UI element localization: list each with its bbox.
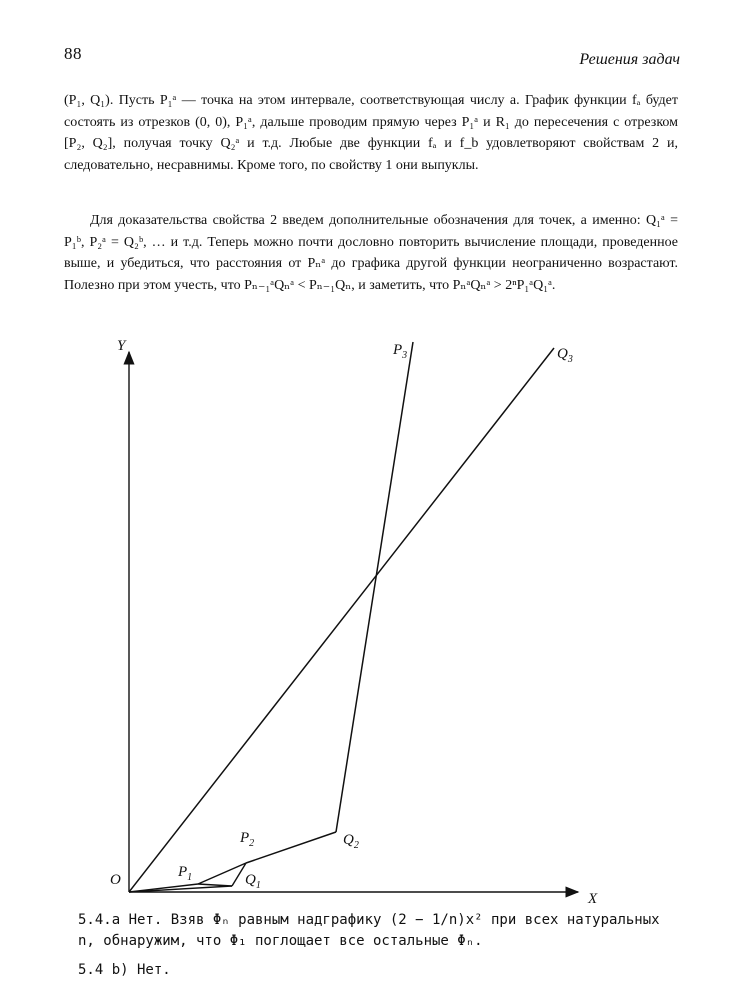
paragraph-2: Для доказательства свойства 2 введем дополнительные обозначения для точек, а именно: Q₁ᵃ = P₁ᵇ, P₂ᵃ = Q₂ᵇ, … и т.д. Теперь можно почти дословно повторить вычисление площади, проведенное выше, и убедиться, что расстояния от Pₙᵃ до графика другой функции неограниченно возрастают. Полезно при этом учесть, что Pₙ₋₁ᵃQₙᵃ < Pₙ₋₁Qₙ, и заметить, что PₙᵃQₙᵃ > 2ⁿP₁ᵃQ₁ᵃ. [64, 213, 678, 293]
polyline-o-q1 [129, 886, 232, 892]
label-x-axis: X [588, 891, 598, 907]
running-title: Решения задач [579, 51, 680, 68]
label-p3: $P_3$ [393, 342, 408, 361]
label-origin: O [110, 872, 121, 888]
label-q1: $Q_1$ [245, 872, 261, 891]
geometric-figure [0, 330, 734, 910]
figure-svg [0, 330, 734, 910]
label-p1: $P_1$ [178, 864, 193, 883]
label-y-axis: Y [117, 338, 126, 354]
line-o-q3 [129, 348, 554, 892]
label-q3: $Q_3$ [557, 346, 573, 365]
paragraph-1: (P₁, Q₁). Пусть P₁ᵃ — точка на этом интервале, соответствующая числу a. График функции fₐ будет состоять из отрезков (0, 0), P₁ᵃ, дальше проводим прямую через P₁ᵃ и R₁ до пересечения с отрезком [P₂, Q₂], получая точку Q₂ᵃ и т.д. Любые две функции fₐ и f_b удовлетворяют свойствам 2 и, следовательно, несравнимы. Кроме того, по свойству 1 они выпуклы. [64, 93, 678, 173]
page-number: 88 [64, 44, 82, 63]
segment-q2-p3 [336, 342, 413, 832]
label-q2: $Q_2$ [343, 832, 359, 851]
answer-a: 5.4.a Нет. Взяв Φₙ равным надграфику (2 − 1/n)x² при всех натуральных n, обнаружим, что Φ₁ поглощает все остальные Φₙ. [78, 912, 660, 949]
label-p2: $P_2$ [240, 830, 255, 849]
segment-p1-q1 [198, 884, 232, 886]
answer-b: 5.4 b) Нет. [78, 962, 171, 978]
segment-p2-q2 [246, 832, 336, 863]
